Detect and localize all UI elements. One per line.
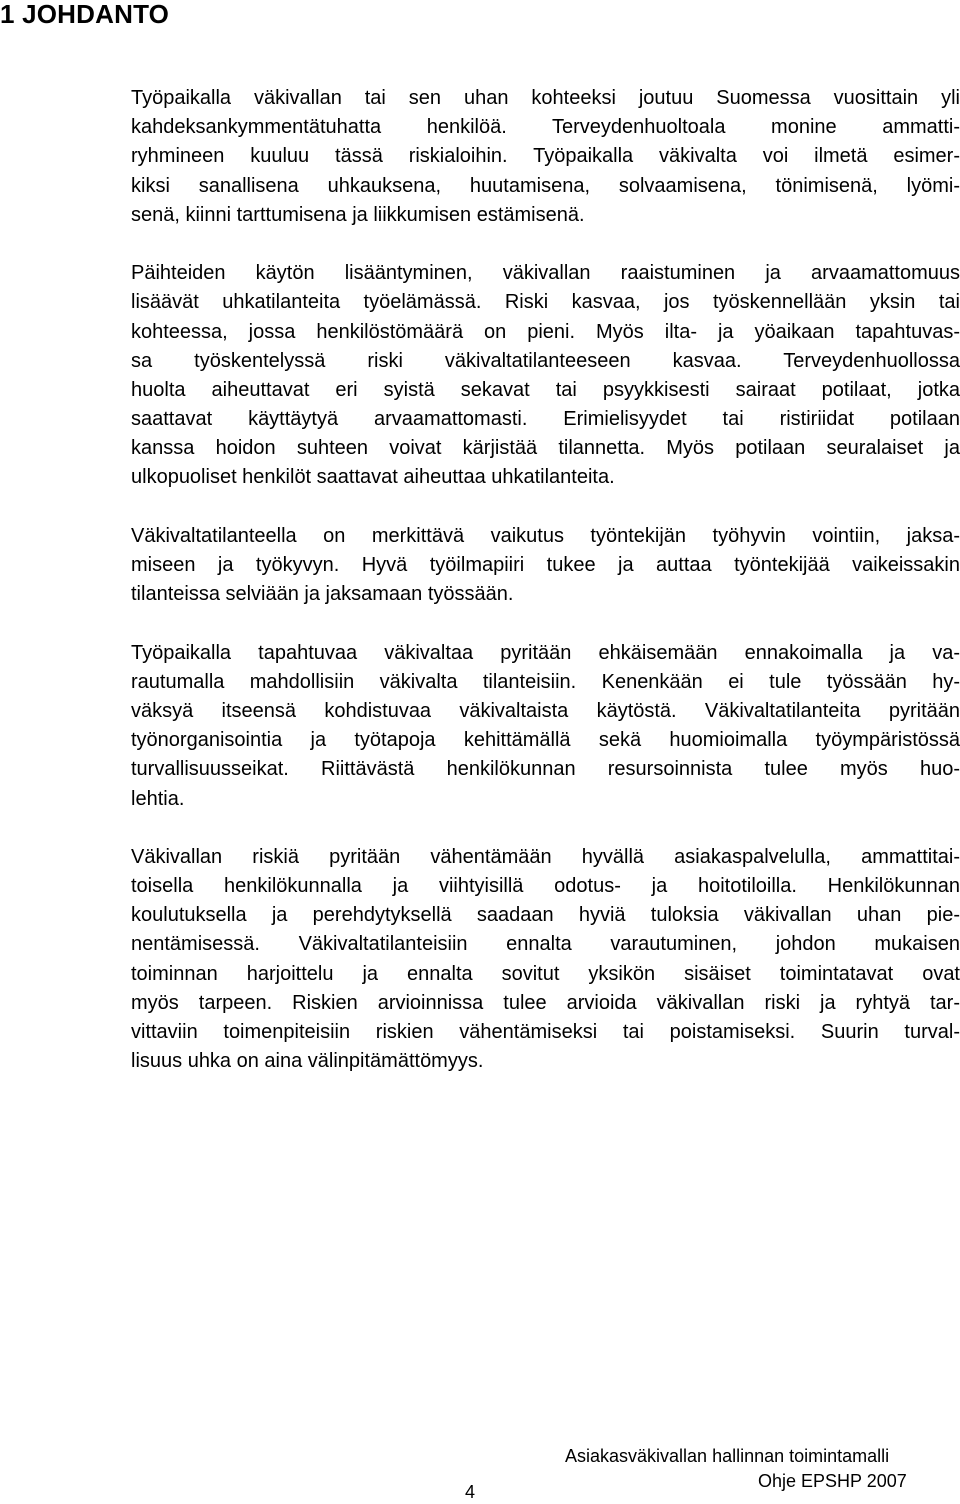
- text-line: tilanteissa selviään ja jaksamaan työssään.: [131, 583, 514, 606]
- paragraph: [131, 639, 960, 814]
- text-line: senä, kiinni tarttumisena ja liikkumisen estämisenä.: [131, 203, 585, 226]
- text-line: toiminnan harjoittelu ja ennalta sovitut yksikön sisäiset toimintatavat ovat: [131, 962, 960, 985]
- text-line: Työpaikalla väkivallan tai sen uhan kohteeksi joutuu Suomessa vuosittain yli: [131, 87, 960, 109]
- paragraph-gap: [131, 609, 960, 638]
- paragraph-gap: [131, 493, 960, 522]
- paragraph: [131, 522, 960, 610]
- text-line: kahdeksankymmentätuhatta henkilöä. Terveydenhuoltoala monine ammatti-: [131, 116, 960, 139]
- section-heading: 1 JOHDANTO: [0, 0, 170, 29]
- text-line: rautumalla mahdollisiin väkivalta tilanteisiin. Kenenkään ei tule työssään hy-: [131, 670, 960, 693]
- text-line: kiksi sanallisena uhkauksena, huutamisena, solvaamisena, tönimisenä, lyömi-: [131, 174, 960, 197]
- text-line: huolta aiheuttavat eri syistä sekavat tai psyykkisesti sairaat potilaat, jotka: [131, 378, 960, 401]
- text-line: Päihteiden käytön lisääntyminen, väkivallan raaistuminen ja arvaamattomuus: [131, 262, 960, 285]
- text-line: kohteessa, jossa henkilöstömäärä on pieni. Myös ilta- ja yöaikaan tapahtuvas-: [131, 320, 960, 343]
- footer-document-title: Asiakasväkivallan hallinnan toimintamalli: [565, 1446, 890, 1466]
- text-line: turvallisuusseikat. Riittävästä henkilökunnan resursoinnista tulee myös huo-: [131, 758, 960, 781]
- paragraph-gap: [131, 230, 960, 259]
- text-line: kanssa hoidon suhteen voivat kärjistää tilannetta. Myös potilaan seuralaiset ja: [131, 437, 960, 460]
- text-line: vittaviin toimenpiteisiin riskien vähentämiseksi tai poistamiseksi. Suurin turval-: [131, 1021, 960, 1043]
- text-line: Väkivaltatilanteella on merkittävä vaikutus työntekijän työhyvin vointiin, jaksa-: [131, 524, 960, 547]
- text-line: myös tarpeen. Riskien arvioinnissa tulee arvioida väkivallan riski ja ryhtyä tar-: [131, 991, 960, 1014]
- text-line: työnorganisointia ja työtapoja kehittämällä sekä huomioimalla työympäristössä: [131, 729, 960, 752]
- text-line: koulutuksella ja perehdytyksellä saadaan hyviä tuloksia väkivallan uhan pie-: [131, 904, 960, 927]
- paragraph-gap: [131, 814, 960, 843]
- text-line: nentämisessä. Väkivaltatilanteisiin ennalta varautuminen, johdon mukaisen: [131, 933, 960, 956]
- text-line: saattavat käyttäytyä arvaamattomasti. Erimielisyydet tai ristiriidat potilaan: [131, 408, 960, 431]
- text-line: lisuus uhka on aina välinpitämättömyys.: [131, 1050, 484, 1073]
- text-line: väksyä itseensä kohdistuvaa väkivaltaista käytöstä. Väkivaltatilanteita pyritään: [131, 699, 960, 722]
- paragraph: [131, 843, 960, 1077]
- text-line: lehtia.: [131, 787, 185, 810]
- page-number: 4: [465, 1482, 476, 1502]
- text-line: miseen ja työkyvyn. Hyvä työilmapiiri tukee ja auttaa työntekijää vaikeissakin: [131, 554, 960, 576]
- body-text: [131, 84, 960, 1076]
- paragraph: [131, 84, 960, 230]
- text-line: sa työskentelyssä riski väkivaltatilanteeseen kasvaa. Terveydenhuollossa: [131, 349, 960, 372]
- text-line: lisäävät uhkatilanteita työelämässä. Riski kasvaa, jos työskennellään yksin tai: [131, 291, 960, 314]
- text-line: toisella henkilökunnalla ja viihtyisillä odotus- ja hoitotiloilla. Henkilökunnan: [131, 875, 960, 898]
- paragraph: [131, 259, 960, 493]
- text-line: ulkopuoliset henkilöt saattavat aiheuttaa uhkatilanteita.: [131, 466, 615, 489]
- text-line: Työpaikalla tapahtuvaa väkivaltaa pyritään ehkäisemään ennakoimalla ja va-: [131, 641, 960, 664]
- footer-document-subtitle: Ohje EPSHP 2007: [758, 1471, 907, 1491]
- text-line: Väkivallan riskiä pyritään vähentämään hyvällä asiakaspalvelulla, ammattitai-: [131, 845, 960, 868]
- text-line: ryhmineen kuuluu tässä riskialoihin. Työpaikalla väkivalta voi ilmetä esimer-: [131, 145, 960, 168]
